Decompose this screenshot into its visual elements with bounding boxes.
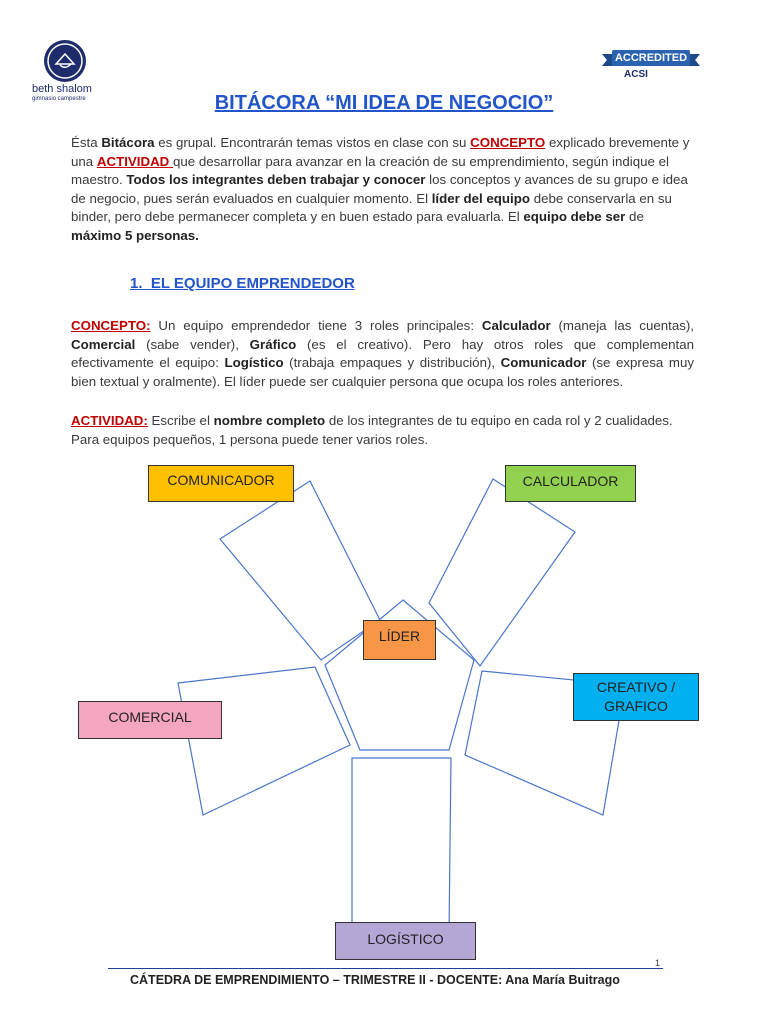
- concept-text: (maneja las cuentas),: [550, 318, 694, 333]
- concept-text: (trabaja empaques y distribución),: [283, 355, 501, 371]
- petal-comercial: [178, 667, 350, 815]
- concept-text: Un equipo emprendedor tiene 3 roles principales:: [150, 318, 482, 333]
- concept-text: (sabe vender),: [135, 336, 250, 352]
- actividad-keyword: ACTIVIDAD: [96, 153, 173, 169]
- intro-bold: Bitácora: [101, 135, 155, 150]
- accreditation-badge: [600, 50, 700, 90]
- role-comunicador[interactable]: [148, 465, 294, 502]
- page-number: 1: [655, 958, 661, 968]
- page-title: BITÁCORA “MI IDEA DE NEGOCIO”: [214, 92, 554, 114]
- activity-text: de los integrantes de tu equipo en cada rol y 2 cualidades. Para equipos pequeños, 1 persona puede tener varios roles.: [71, 413, 673, 447]
- concept-paragraph: [71, 317, 694, 391]
- concept-bold: Calculador: [481, 318, 551, 333]
- accredited-label: ACCREDITED: [612, 50, 690, 66]
- logo-name: beth shalom: [32, 83, 92, 95]
- section-heading: [130, 275, 355, 292]
- acsi-label: ACSI: [624, 69, 648, 80]
- logo-subtitle: gimnasio campestre: [32, 96, 86, 102]
- activity-paragraph: [71, 412, 694, 449]
- intro-bold: máximo 5 personas.: [71, 227, 199, 243]
- role-calculador-label: CALCULADOR: [522, 473, 619, 489]
- activity-text: Escribe el: [147, 413, 214, 428]
- dove-icon: [44, 40, 86, 82]
- intro-paragraph: [71, 134, 694, 246]
- concept-bold: Gráfico: [249, 336, 297, 352]
- intro-bold: Todos los integrantes deben trabajar y conocer: [126, 172, 426, 188]
- petal-logistico: [352, 758, 451, 935]
- role-creativo-label: CREATIVO / GRAFICO: [596, 679, 676, 714]
- concept-bold: Comercial: [71, 336, 136, 352]
- role-comunicador-label: COMUNICADOR: [167, 472, 275, 488]
- concept-bold: Logístico: [224, 355, 284, 371]
- intro-text: los conceptos y avances de su grupo e idea de negocio, pues serán evaluados en cualquier momento. El: [71, 172, 688, 206]
- role-comercial-label: COMERCIAL: [108, 709, 192, 725]
- role-logistico-label: LOGÍSTICO: [367, 931, 444, 947]
- section-number: 1.: [130, 275, 143, 292]
- role-logistico[interactable]: [335, 922, 476, 960]
- section-title: EL EQUIPO EMPRENDEDOR: [150, 275, 355, 292]
- concept-label: CONCEPTO:: [71, 318, 151, 333]
- intro-text: que desarrollar para avanzar en la creación de su emprendimiento, según indique el maestro.: [71, 153, 669, 188]
- intro-text: de: [625, 209, 644, 225]
- concepto-keyword: CONCEPTO: [470, 135, 546, 150]
- role-lider-label: LÍDER: [378, 628, 421, 644]
- role-comercial[interactable]: [78, 701, 222, 739]
- footer-divider: [108, 968, 663, 969]
- petal-comunicador: [220, 481, 380, 660]
- intro-text: es grupal. Encontrarán temas vistos en clase con su: [154, 135, 471, 150]
- concept-bold: Comunicador: [500, 355, 587, 371]
- activity-label: ACTIVIDAD:: [71, 413, 148, 428]
- intro-text: debe conservarla en su binder, pero debe permanecer completa y en buen estado para evaluarla. El: [71, 190, 672, 225]
- intro-bold: equipo debe ser: [523, 209, 626, 225]
- intro-bold: líder del equipo: [431, 190, 530, 206]
- intro-text: Ésta: [71, 135, 102, 150]
- concept-text: (es el creativo). Pero hay otros roles que complementan efectivamente el equipo:: [71, 336, 695, 371]
- activity-bold: nombre completo: [213, 413, 326, 428]
- concept-text: (se expresa muy bien textual y oralmente). El líder puede ser cualquier persona que ocupa los roles anteriores.: [71, 355, 694, 389]
- role-creativo[interactable]: [573, 673, 699, 721]
- petal-calculador: [429, 479, 575, 666]
- role-calculador[interactable]: [505, 465, 636, 502]
- intro-text: explicado brevemente y una: [71, 135, 690, 169]
- role-lider[interactable]: [363, 620, 436, 660]
- footer-text: CÁTEDRA DE EMPRENDIMIENTO – TRIMESTRE II - DOCENTE: Ana María Buitrago: [130, 973, 620, 987]
